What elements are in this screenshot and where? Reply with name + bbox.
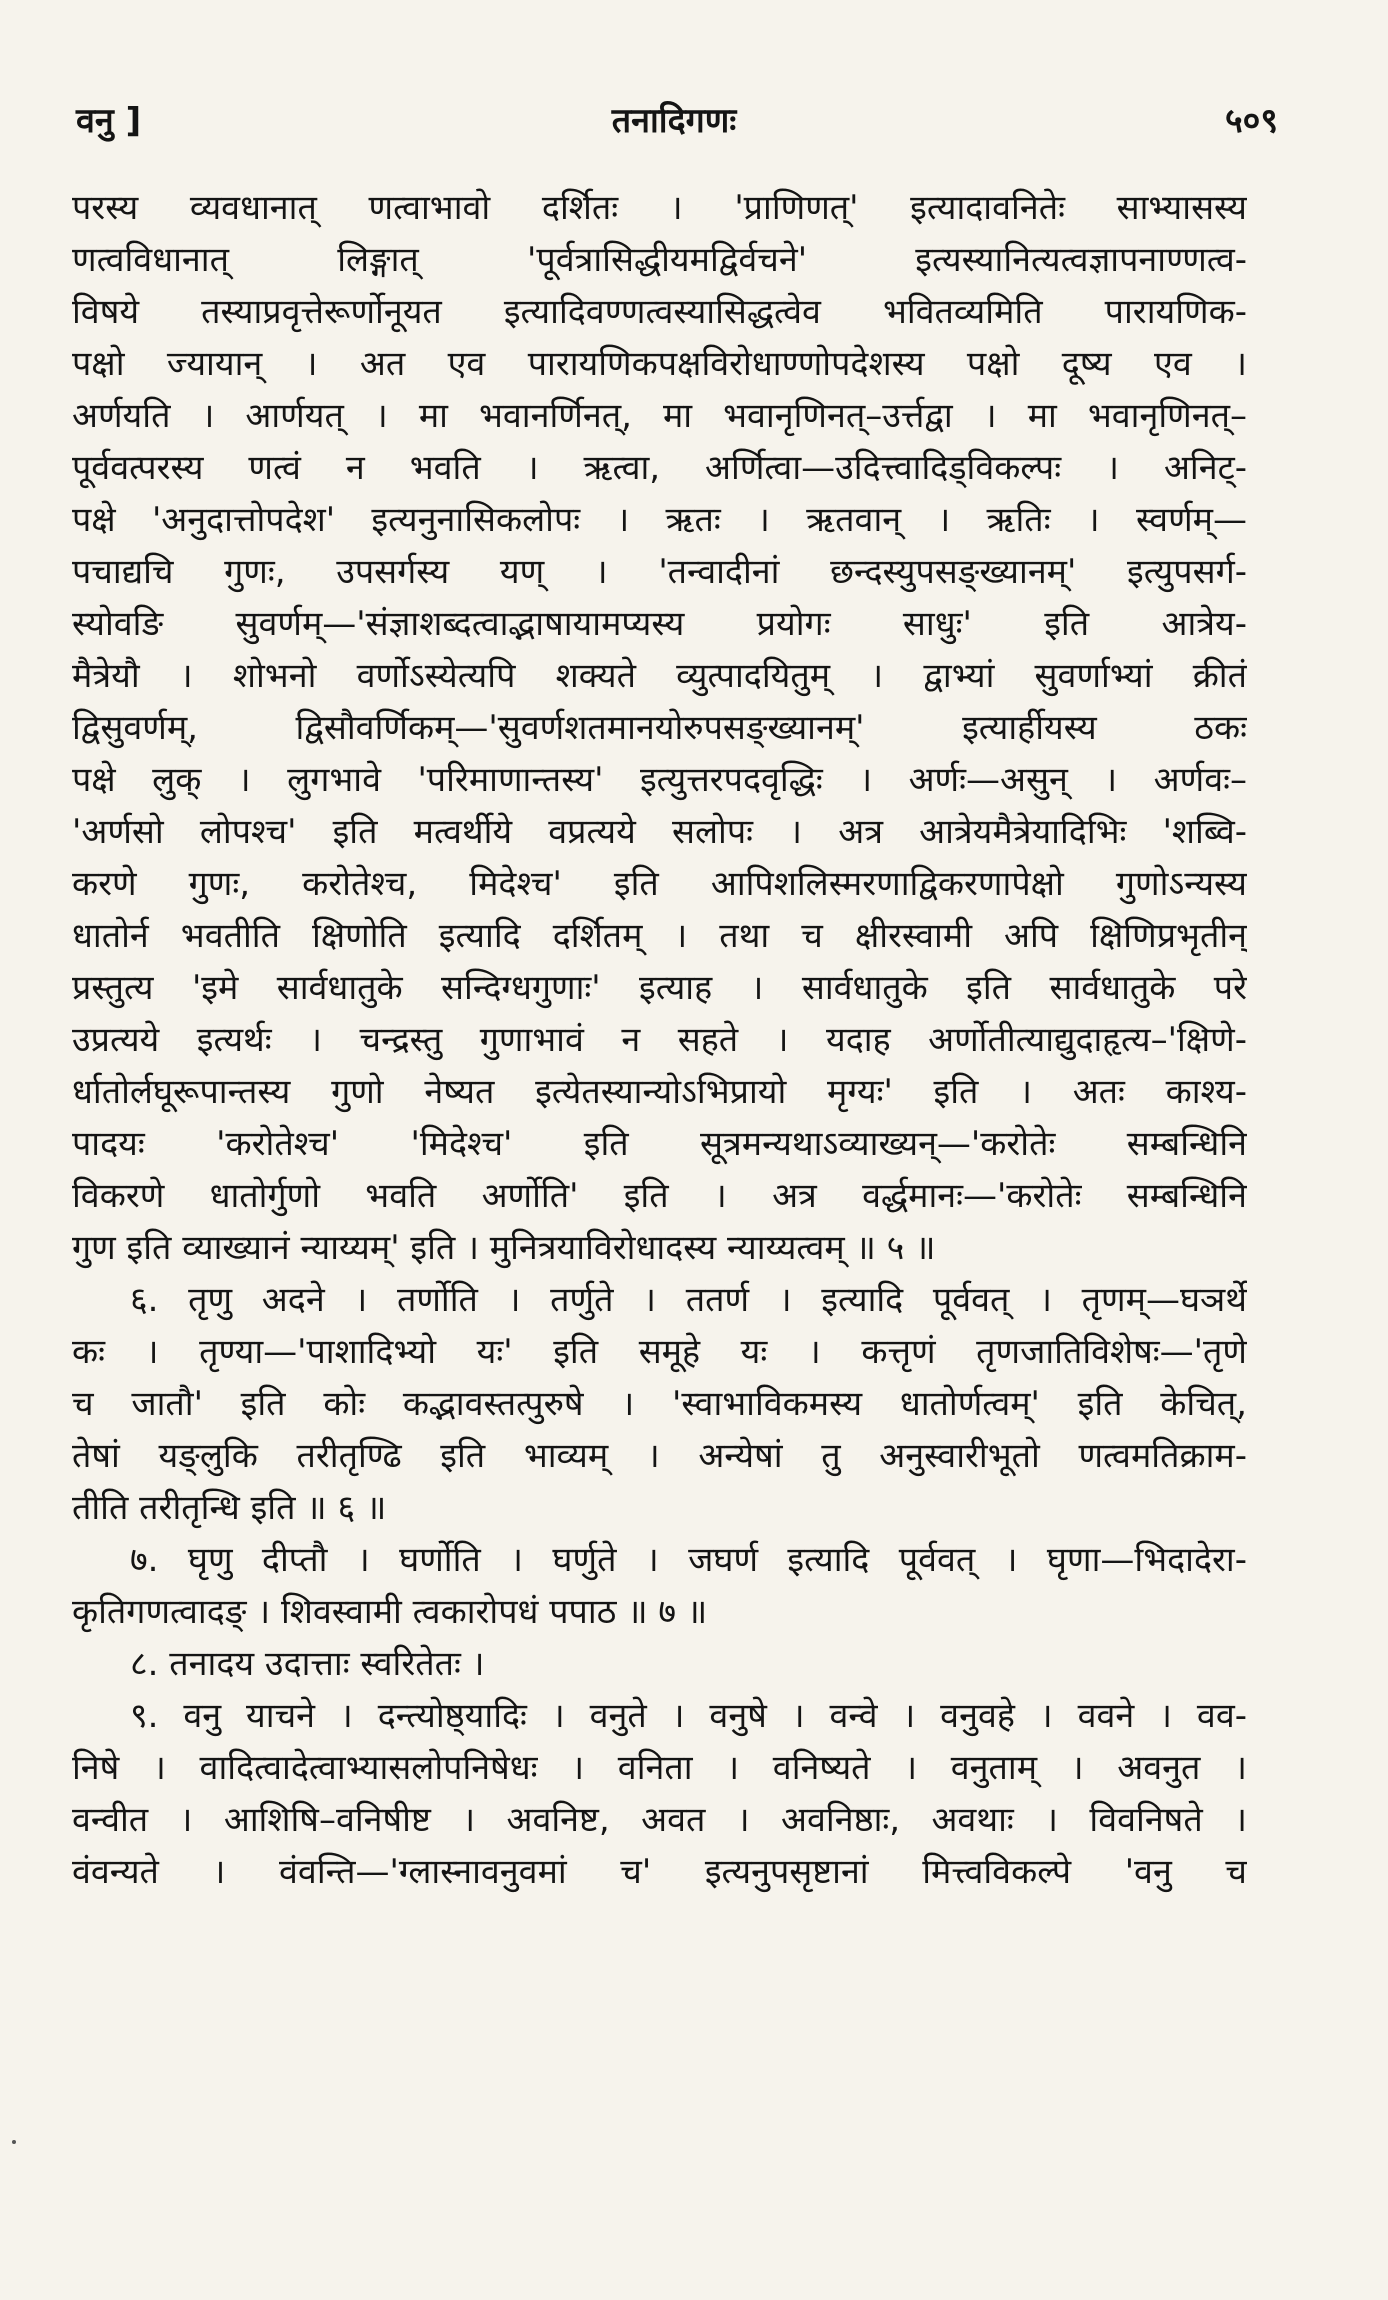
margin-speck <box>12 2140 16 2144</box>
text-line: 'अर्णसो लोपश्च' इति मत्वर्थीये वप्रत्यये सलोपः । अत्र आत्रेयमैत्रेयादिभिः 'शब्वि- <box>72 812 1247 852</box>
header-section-title: तनादिगणः <box>611 101 737 141</box>
text-line: णत्वविधानात् लिङ्गात् 'पूर्वत्रासिद्धीयमद्विर्वचने' इत्यस्यानित्यत्वज्ञापनाण्णत्व- <box>72 240 1247 280</box>
text-line: कृतिगणत्वादङ् । शिवस्वामी त्वकारोपधं पपाठ ॥ ७ ॥ <box>72 1592 708 1632</box>
text-line: पूर्ववत्परस्य णत्वं न भवति । ऋत्वा, अर्णित्वा—उदित्त्वादिड्विकल्पः । अनिट्- <box>72 448 1247 488</box>
text-line: विषये तस्याप्रवृत्तेरूर्णोनूयत इत्यादिवण्णत्वस्यासिद्धत्वेव भवितव्यमिति पारायणिक- <box>72 292 1247 332</box>
text-line: वन्वीत । आशिषि–वनिषीष्ट । अवनिष्ट, अवत । अवनिष्ठाः, अवथाः । विवनिषते । <box>72 1800 1247 1840</box>
text-line: निषे । वादित्वादेत्वाभ्यासलोपनिषेधः । वनिता । वनिष्यते । वनुताम् । अवनुत । <box>72 1748 1247 1788</box>
text-line: धातोर्न भवतीति क्षिणोति इत्यादि दर्शितम् । तथा च क्षीरस्वामी अपि क्षिणिप्रभृतीन् <box>72 916 1247 956</box>
text-line: च जातौ' इति कोः कद्भावस्तत्पुरुषे । 'स्वाभाविकमस्य धातोर्णत्वम्' इति केचित्, <box>72 1384 1247 1424</box>
text-line: विकरणे धातोर्गुणो भवति अर्णोति' इति । अत्र वर्द्धमानः—'करोतेः सम्बन्धिनि <box>72 1176 1247 1216</box>
text-line: तेषां यङ्लुकि तरीतृण्ढि इति भाव्यम् । अन्येषां तु अनुस्वारीभूतो णत्वमतिक्राम- <box>72 1436 1247 1476</box>
text-line: वंवन्यते । वंवन्ति—'ग्लास्नावनुवमां च' इत्यनुपसृष्टानां मित्त्वविकल्पे 'वनु च <box>72 1852 1247 1892</box>
text-line: पक्षे 'अनुदात्तोपदेश' इत्यनुनासिकलोपः । ऋतः । ऋतवान् । ऋतिः । स्वर्णम्— <box>72 500 1247 540</box>
text-line: ८. तनादय उदात्ताः स्वरितेतः । <box>130 1644 485 1684</box>
text-line: स्योवङि सुवर्णम्—'संज्ञाशब्दत्वाद्भाषायामप्यस्य प्रयोगः साधुः' इति आत्रेय- <box>72 604 1247 644</box>
text-line: अर्णयति । आर्णयत् । मा भवानर्णिनत्, मा भवानृणिनत्–उर्त्तद्वा । मा भवानृणिनत्– <box>72 396 1247 436</box>
text-line: करणे गुणः, करोतेश्च, मिदेश्च' इति आपिशलिस्मरणाद्विकरणापेक्षो गुणोऽन्यस्य <box>72 864 1247 904</box>
text-line: कः । तृण्या—'पाशादिभ्यो यः' इति समूहे यः । कत्तृणं तृणजातिविशेषः—'तृणे <box>72 1332 1247 1372</box>
text-line: तीति तरीतृन्धि इति ॥ ६ ॥ <box>72 1488 387 1528</box>
text-line: परस्य व्यवधानात् णत्वाभावो दर्शितः । 'प्राणिणत्' इत्यादावनितेः साभ्यासस्य <box>72 188 1247 228</box>
text-line: गुण इति व्याख्यानं न्याय्यम्' इति । मुनित्रयाविरोधादस्य न्याय्यत्वम् ॥ ५ ॥ <box>72 1228 936 1268</box>
text-line: पक्षे लुक् । लुगभावे 'परिमाणान्तस्य' इत्युत्तरपदवृद्धिः । अर्णः—असुन् । अर्णवः– <box>72 760 1247 800</box>
text-line: प्रस्तुत्य 'इमे सार्वधातुके सन्दिग्धगुणाः' इत्याह । सार्वधातुके इति सार्वधातुके परे <box>72 968 1247 1008</box>
text-line: उप्रत्यये इत्यर्थः । चन्द्रस्तु गुणाभावं न सहते । यदाह अर्णोतीत्याद्युदाहृत्य–'क्षिणे- <box>72 1020 1247 1060</box>
text-line: द्विसुवर्णम्, द्विसौवर्णिकम्—'सुवर्णशतमानयोरुपसङ्ख्यानम्' इत्यार्हीयस्य ठकः <box>72 708 1247 748</box>
text-line: ९. वनु याचने । दन्त्योष्ठ्यादिः । वनुते । वनुषे । वन्वे । वनुवहे । ववने । वव- <box>130 1696 1247 1736</box>
text-line: पादयः 'करोतेश्च' 'मिदेश्च' इति सूत्रमन्यथाऽव्याख्यन्—'करोतेः सम्बन्धिनि <box>72 1124 1247 1164</box>
text-line: मैत्रेयौ । शोभनो वर्णोऽस्येत्यपि शक्यते व्युत्पादयितुम् । द्वाभ्यां सुवर्णाभ्यां क्रीतं <box>72 656 1247 696</box>
page-header <box>70 96 1278 146</box>
text-line: पचाद्यचि गुणः, उपसर्गस्य यण् । 'तन्वादीनां छन्दस्युपसङ्ख्यानम्' इत्युपसर्ग- <box>72 552 1247 592</box>
text-line: ६. तृणु अदने । तर्णोति । तर्णुते । ततर्ण । इत्यादि पूर्ववत् । तृणम्—घञर्थे <box>130 1280 1247 1320</box>
text-line: पक्षो ज्यायान् । अत एव पारायणिकपक्षविरोधाण्णोपदेशस्य पक्षो दूष्य एव । <box>72 344 1247 384</box>
text-line: ७. घृणु दीप्तौ । घर्णोति । घर्णुते । जघर्ण इत्यादि पूर्ववत् । घृणा—भिदादेरा- <box>130 1540 1247 1580</box>
header-root-range: वनु ] <box>76 101 142 141</box>
page-body-text <box>72 182 1247 1898</box>
text-line: र्धातोर्लघूरूपान्तस्य गुणो नेष्यत इत्येतस्यान्योऽभिप्रायो मृग्यः' इति । अतः काश्य- <box>72 1072 1247 1112</box>
page-number: ५०९ <box>1224 101 1278 141</box>
